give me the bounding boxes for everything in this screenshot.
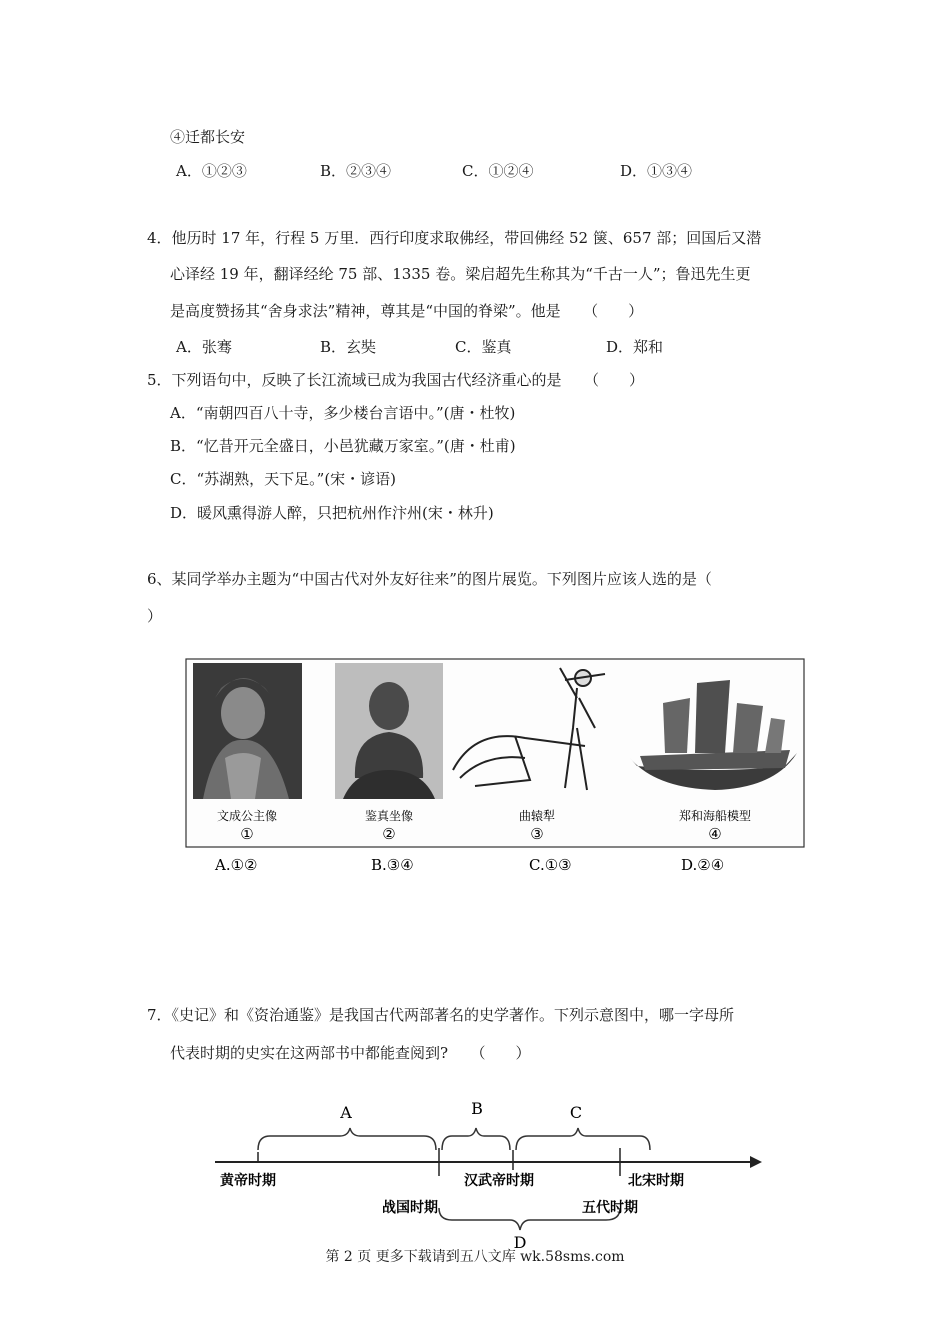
caption-3: 曲辕犁 xyxy=(518,809,556,823)
q4-line-3: 是高度赞扬其“舍身求法”精神，尊其是“中国的脊梁”。他是 （ ） xyxy=(170,302,644,320)
jianzhen-statue-picture xyxy=(335,663,443,799)
q6-option-d: D.②④ xyxy=(681,856,725,874)
label-zhanguo: 战国时期 xyxy=(382,1200,438,1216)
label-huangdi: 黄帝时期 xyxy=(220,1173,276,1189)
wencheng-statue-picture xyxy=(193,663,302,799)
number-1: ① xyxy=(240,825,254,843)
q7-line-1: 7．《史记》和《资治通鉴》是我国古代两部著名的史学著作。下列示意图中，哪一字母所 xyxy=(147,1006,735,1024)
q6-line-2: ） xyxy=(147,607,163,625)
q6-option-c: C.①③ xyxy=(529,856,572,874)
caption-4: 郑和海船模型 xyxy=(678,809,752,823)
page-footer: 第 2 页 更多下载请到五八文库 wk.58sms.com xyxy=(325,1249,625,1265)
q4-option-a: A．张骞 xyxy=(176,338,232,356)
label-wudai: 五代时期 xyxy=(582,1200,638,1216)
letter-d: D xyxy=(513,1233,527,1250)
number-3: ③ xyxy=(530,825,544,843)
caption-2: 鉴真坐像 xyxy=(364,809,414,823)
q6-picture-panel xyxy=(185,658,805,880)
q4-option-d: D．郑和 xyxy=(606,338,664,356)
q3-option-c: C．①②④ xyxy=(462,162,534,180)
number-2: ② xyxy=(382,825,396,843)
caption-1: 文成公主像 xyxy=(216,809,278,823)
q3-item-4: ④迁都长安 xyxy=(170,128,246,146)
q4-option-c: C．鉴真 xyxy=(455,338,512,356)
letter-b: B xyxy=(471,1099,483,1118)
q5-option-d: D．暖风熏得游人醉，只把杭州作汴州(宋・林升) xyxy=(170,504,494,522)
label-beisong: 北宋时期 xyxy=(628,1173,684,1189)
q5-stem: 5．下列语句中，反映了长江流域已成为我国古代经济重心的是 （ ） xyxy=(147,371,645,389)
q5-option-b: B．“忆昔开元全盛日，小邑犹藏万家室。”(唐・杜甫) xyxy=(170,437,516,455)
q7-line-2: 代表时期的史实在这两部书中都能查阅到? （ ） xyxy=(170,1044,531,1062)
letter-c: C xyxy=(569,1103,583,1122)
q3-option-a: A．①②③ xyxy=(176,162,247,180)
q4-line-1: 4．他历时 17 年，行程 5 万里．西行印度求取佛经，带回佛经 52 箧、657 部；回国后又潜 xyxy=(147,229,762,247)
q6-line-1: 6、某同学举办主题为“中国古代对外友好往来”的图片展览。下列图片应该人选的是（ xyxy=(147,570,712,588)
q7-timeline-diagram xyxy=(210,1090,770,1250)
label-hanwudi: 汉武帝时期 xyxy=(464,1173,534,1189)
q3-option-b: B．②③④ xyxy=(320,162,392,180)
q4-line-2: 心译经 19 年，翻译经纶 75 部、1335 卷。梁启超先生称其为“千古一人”；鲁迅先生更 xyxy=(170,265,751,283)
number-4: ④ xyxy=(708,825,722,843)
q6-option-b: B.③④ xyxy=(371,856,414,874)
q3-option-d: D．①③④ xyxy=(620,162,693,180)
letter-a: A xyxy=(340,1103,352,1122)
q6-option-a: A.①② xyxy=(215,856,258,874)
q5-option-c: C．“苏湖熟，天下足。”(宋・谚语) xyxy=(170,470,397,488)
q4-option-b: B．玄奘 xyxy=(320,338,377,356)
q5-option-a: A．“南朝四百八十寺，多少楼台言语中。”(唐・杜牧) xyxy=(170,404,516,422)
